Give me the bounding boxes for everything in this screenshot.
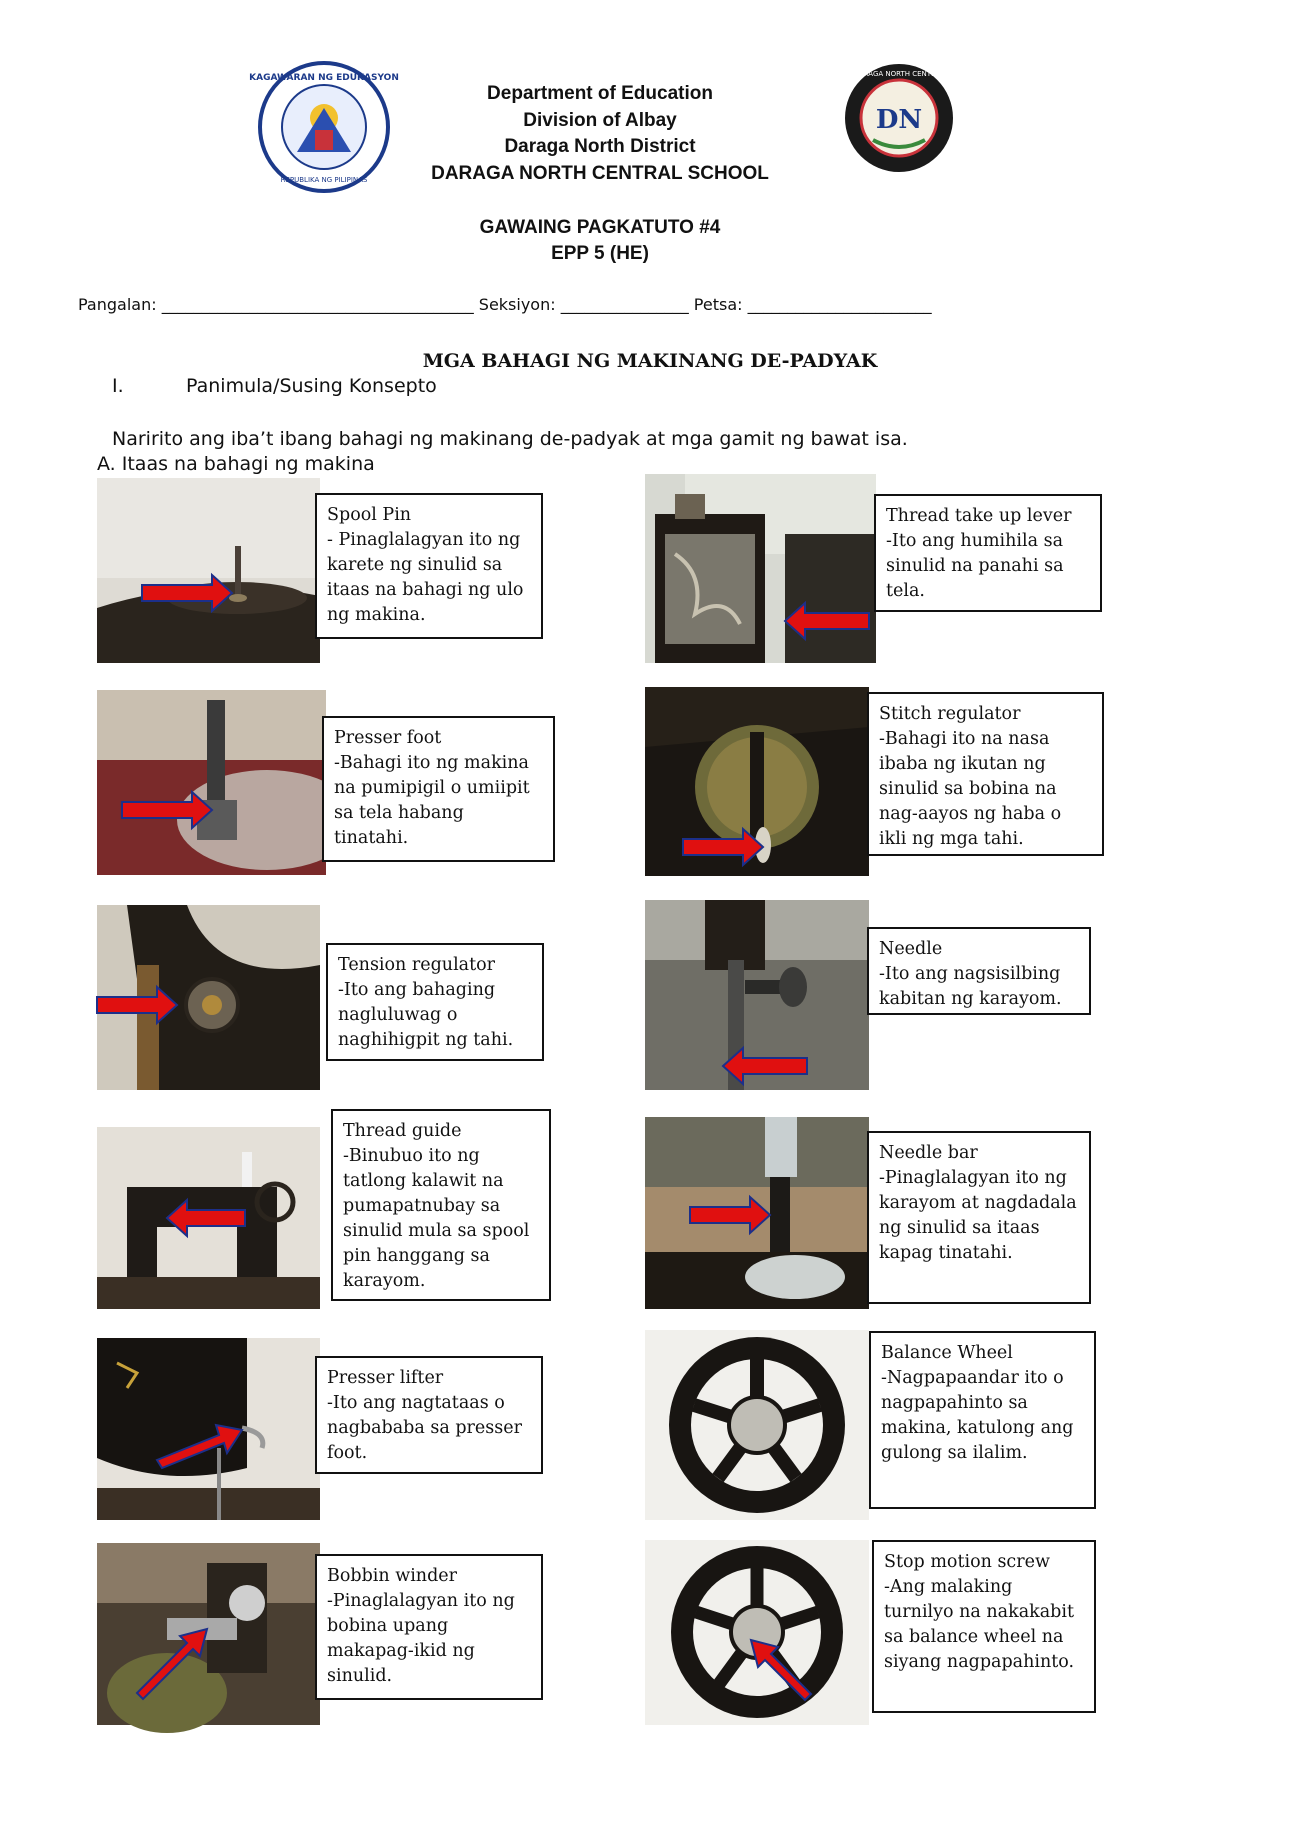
- part-name: Stop motion screw: [884, 1552, 1050, 1572]
- part-description: -Ito ang bahaging nagluluwag o naghihigpit ng tahi.: [338, 980, 514, 1050]
- desc-stop-motion-screw: [872, 1540, 1096, 1713]
- part-description: -Nagpapaandar ito o nagpapahinto sa makina, katulong ang gulong sa ilalim.: [881, 1368, 1074, 1463]
- desc-tension-regulator: [326, 943, 544, 1061]
- subject-title: EPP 5 (HE): [551, 243, 649, 264]
- part-description: -Ito ang nagsisilbing kabitan ng karayom.: [879, 964, 1062, 1009]
- activity-title: GAWAING PAGKATUTO #4: [479, 217, 721, 238]
- part-a-heading: A. Itaas na bahagi ng makina: [97, 453, 375, 475]
- photo-stop-motion-screw: [645, 1540, 869, 1725]
- student-info-line: Pangalan: _______________________________________ Seksiyon: ________________ Petsa: _______________________: [78, 295, 932, 314]
- part-name: Presser foot: [334, 728, 442, 748]
- part-description: -Bahagi ito ng makina na pumipigil o umiipit sa tela habang tinatahi.: [334, 753, 530, 848]
- desc-thread-guide: [331, 1109, 551, 1301]
- desc-thread-take-up-lever: [874, 494, 1102, 612]
- part-description: -Pinaglalagyan ito ng bobina upang makapag-ikid ng sinulid.: [327, 1591, 515, 1686]
- part-name: Balance Wheel: [881, 1343, 1013, 1363]
- part-name: Bobbin winder: [327, 1566, 458, 1586]
- photo-bobbin-winder: [97, 1543, 320, 1725]
- svg-text:KAGAWARAN NG EDUKASYON: KAGAWARAN NG EDUKASYON: [249, 73, 399, 83]
- svg-text:DN: DN: [875, 105, 923, 135]
- desc-presser-foot: [322, 716, 555, 862]
- desc-balance-wheel: [869, 1331, 1096, 1509]
- desc-needle: [867, 927, 1091, 1015]
- desc-bobbin-winder: [315, 1554, 543, 1700]
- lesson-title: MGA BAHAGI NG MAKINANG DE-PADYAK: [422, 350, 878, 372]
- photo-spool-pin: [97, 478, 320, 663]
- part-description: -Pinaglalagyan ito ng karayom at nagdadala ng sinulid sa itaas kapag tinatahi.: [879, 1168, 1077, 1263]
- svg-text:DARAGA NORTH CENTRAL: DARAGA NORTH CENTRAL: [853, 70, 945, 78]
- header-district: Daraga North District: [504, 136, 696, 157]
- part-description: -Ito ang humihila sa sinulid na panahi sa tela.: [886, 531, 1064, 601]
- photo-balance-wheel: [645, 1330, 869, 1520]
- part-name: Tension regulator: [338, 955, 496, 975]
- part-description: -Bahagi ito na nasa ibaba ng ikutan ng sinulid sa bobina na nag-aayos ng haba o ikli ng mga tahi.: [879, 729, 1062, 849]
- part-name: Thread take up lever: [886, 506, 1072, 526]
- part-description: -Ito ang nagtataas o nagbababa sa presser foot.: [327, 1393, 522, 1463]
- desc-needle-bar: [867, 1131, 1091, 1304]
- part-name: Needle: [879, 939, 943, 959]
- part-description: -Ang malaking turnilyo na nakakabit sa balance wheel na siyang nagpapahinto.: [884, 1577, 1075, 1672]
- header-department: Department of Education: [487, 83, 713, 104]
- header-division: Division of Albay: [523, 110, 677, 131]
- photo-needle: [645, 900, 869, 1090]
- header-school: DARAGA NORTH CENTRAL SCHOOL: [431, 163, 769, 184]
- part-name: Presser lifter: [327, 1368, 444, 1388]
- photo-thread-take-up-lever: [645, 474, 876, 663]
- photo-presser-lifter: [97, 1338, 320, 1520]
- desc-stitch-regulator: [867, 692, 1104, 856]
- photo-thread-guide: [97, 1127, 320, 1309]
- intro-text: Naririto ang iba’t ibang bahagi ng makinang de-padyak at mga gamit ng bawat isa.: [112, 428, 908, 450]
- photo-presser-foot: [97, 690, 326, 875]
- photo-tension-regulator: [97, 905, 320, 1090]
- part-name: Spool Pin: [327, 505, 412, 525]
- section-title: Panimula/Susing Konsepto: [186, 375, 437, 397]
- part-name: Thread guide: [343, 1121, 462, 1141]
- desc-spool-pin: [315, 493, 543, 639]
- photo-stitch-regulator: [645, 687, 869, 876]
- svg-text:REPUBLIKA NG PILIPINAS: REPUBLIKA NG PILIPINAS: [280, 176, 368, 184]
- part-description: -Binubuo ito ng tatlong kalawit na pumapatnubay sa sinulid mula sa spool pin hanggang sa karayom.: [343, 1146, 530, 1291]
- photo-needle-bar: [645, 1117, 869, 1309]
- part-name: Needle bar: [879, 1143, 978, 1163]
- section-number: I.: [112, 375, 124, 397]
- part-description: - Pinaglalagyan ito ng karete ng sinulid sa itaas na bahagi ng ulo ng makina.: [327, 530, 524, 625]
- desc-presser-lifter: [315, 1356, 543, 1474]
- part-name: Stitch regulator: [879, 704, 1021, 724]
